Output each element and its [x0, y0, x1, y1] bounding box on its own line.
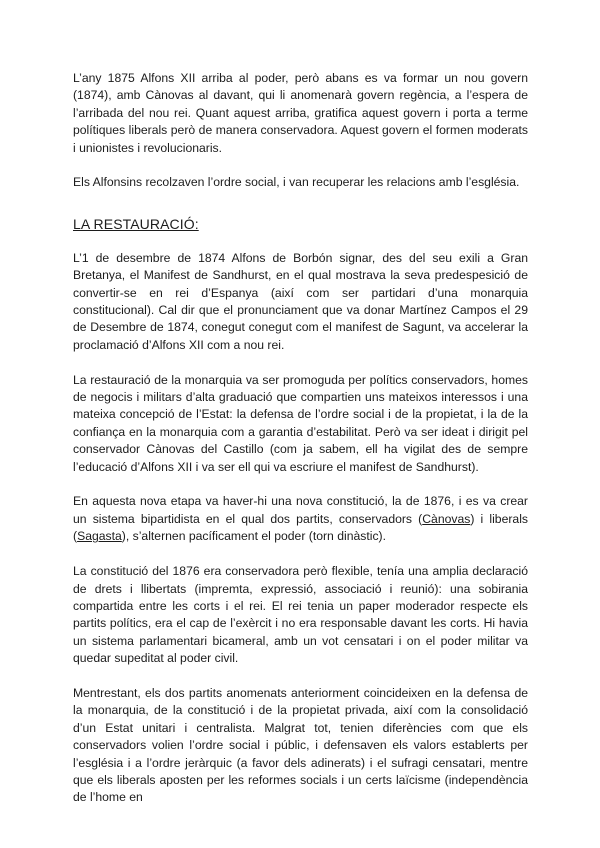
- intro-paragraph-2: Els Alfonsins recolzaven l’ordre social, i van recuperar les relacions amb l’església.: [73, 175, 520, 190]
- body-paragraph-3-part-1: En aquesta nova etapa va haver-hi una nova constitució, la de 1876, i es va crear un sistema bipartidista en el qual dos partits, conservadors (: [73, 494, 528, 526]
- body-paragraph-5: Mentrestant, els dos partits anomenats anteriorment coincideixen en la defensa de la monarquia, de la constitució i de la propietat privada, així com la consolidació d’un Estat unitari i centralista. Malgrat tot, tenien diferències com que els conservadors volien l’ordre social i públic, i defensaven els valors establerts per l’església i a l’ordre jeràrquic (a favor dels adinerats) i el sufragi censatari, mentre que els liberals aposten per les reformes socials i un certs laïcisme (independència de l’home en: [73, 685, 528, 805]
- section-title: LA RESTAURACIÓ:: [73, 215, 199, 232]
- sagasta-link[interactable]: Sagasta: [77, 529, 122, 544]
- body-paragraph-2: La restauració de la monarquia va ser promoguda per polítics conservadors, homes de negocis i militars d’alta graduació que compartien uns mateixos interessos i una mateixa concepció de l’Estat: la defensa de l’ordre social i de la propietat, i la de la confiança en la monarquia com a garantia d’estabilitat. Però va ser ideat i dirigit pel conservador Cànovas del Castillo (com ja sabem, ell ha vigilat des de sempre l’educació d’Alfons XII i va ser ell qui va escriure el manifest de Sandhurst).: [73, 372, 528, 474]
- body-paragraph-3: [73, 493, 528, 545]
- body-paragraph-3-part-2: ) i liberals (: [73, 511, 528, 544]
- body-paragraph-1: L’1 de desembre de 1874 Alfons de Borbón signar, des del seu exili a Gran Bretanya, el Manifest de Sandhurst, en el qual mostrava la seva predespesició de convertir-se en rei d’Espanya (així com ser partidari d’una monarquia constitucional). Cal dir que el pronunciament que va donar Martínez Campos el 29 de Desembre de 1874, conegut conegut com el manifest de Sagunt, va accelerar la proclamació d’Alfons XII com a nou rei.: [73, 250, 528, 352]
- canovas-link[interactable]: Cànovas: [422, 511, 471, 526]
- body-paragraph-3-part-3: ), s’alternen pacíficament el poder (torn dinàstic).: [121, 529, 386, 544]
- body-paragraph-4: La constitució del 1876 era conservadora però flexible, tenía una amplia declaració de drets i llibertats (impremta, expressió, associació i reunió): una sobirania compartida entre les corts i el rei. El rei tenia un paper moderador respecte els partits polítics, era el cap de l’exèrcit i no era responsable davant les corts. Hi havia un sistema parlamentari bicameral, amb un vot censatari i on el poder militar va quedar supeditat al poder civil.: [73, 564, 528, 666]
- intro-paragraph-1: L’any 1875 Alfons XII arriba al poder, però abans es va formar un nou govern (1874), amb Cànovas al davant, qui li anomenarà govern regència, a l’espera de l’arribada del nou rei. Quant aquest arriba, gratifica aquest govern i porta a terme polítiques liberals però de manera conservadora. Aquest govern el formen moderats i unionistes i revolucionaris.: [73, 71, 528, 155]
